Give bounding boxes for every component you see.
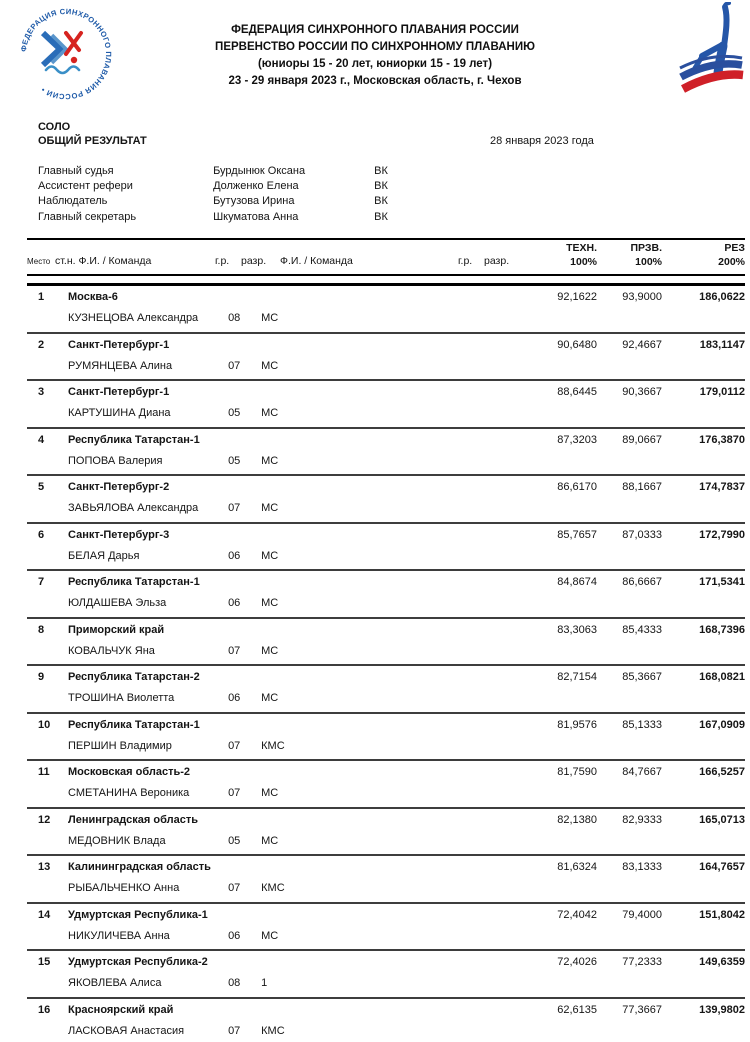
sport-rank-cell: МС [261, 502, 279, 514]
athlete-line [68, 882, 285, 894]
athlete-line [68, 645, 278, 657]
year-of-birth-cell: 06 [228, 549, 241, 562]
technical-score: 82,7154 [557, 671, 597, 683]
col-header-art-pct: 100% [635, 256, 662, 268]
athlete-line [68, 455, 278, 467]
place-cell: 2 [38, 338, 45, 351]
athlete-name: ПОПОВА Валерия [68, 454, 163, 467]
sport-rank-cell: 1 [261, 977, 268, 989]
athlete-name: ПЕРШИН Владимир [68, 739, 172, 752]
total-score: 176,3870 [699, 433, 745, 446]
official-category: ВК [374, 195, 388, 208]
sport-rank-cell: МС [261, 359, 279, 372]
total-score: 165,0713 [699, 813, 745, 826]
table-row [27, 854, 745, 902]
technical-score: 85,7657 [557, 528, 597, 541]
total-score: 179,0112 [699, 386, 745, 398]
document-header [0, 0, 750, 110]
table-row [27, 664, 745, 712]
table-row [27, 427, 745, 475]
artistic-score: 79,4000 [622, 908, 662, 921]
official-role: Ассистент рефери [38, 180, 133, 193]
title-line-federation: ФЕДЕРАЦИЯ СИНХРОННОГО ПЛАВАНИЯ РОССИИ [231, 24, 519, 36]
discipline-label: СОЛО [38, 121, 71, 133]
technical-score: 81,7590 [557, 766, 597, 778]
athlete-name: ЗАВЬЯЛОВА Александра [68, 502, 199, 514]
place-cell: 3 [38, 386, 45, 398]
official-name: Бутузова Ирина [213, 195, 295, 208]
col-header-tech-pct: 100% [570, 256, 597, 268]
table-row [27, 474, 745, 522]
artistic-score: 85,1333 [622, 718, 662, 731]
sport-rank-cell: МС [261, 834, 279, 847]
technical-score: 83,3063 [557, 623, 597, 636]
athlete-name: ТРОШИНА Виолетта [68, 692, 175, 704]
place-cell: 14 [38, 908, 51, 921]
year-of-birth-cell: 06 [228, 597, 241, 609]
year-of-birth-cell: 06 [228, 692, 241, 704]
athlete-name: РЫБАЛЬЧЕНКО Анна [68, 882, 180, 894]
team-name: Республика Татарстан-2 [68, 671, 200, 683]
artistic-score: 89,0667 [622, 433, 662, 446]
official-row [38, 210, 388, 225]
year-of-birth-cell: 07 [228, 502, 241, 514]
place-cell: 5 [38, 481, 45, 493]
total-score: 168,7396 [699, 623, 745, 636]
total-score: 139,9802 [699, 1003, 745, 1016]
athlete-name: СМЕТАНИНА Вероника [68, 787, 190, 799]
event-date: 28 января 2023 года [490, 135, 594, 147]
athlete-line [68, 835, 278, 847]
athlete-name: КОВАЛЬЧУК Яна [68, 644, 155, 657]
place-cell: 12 [38, 813, 51, 826]
sport-rank-cell: МС [261, 787, 279, 799]
artistic-score: 85,3667 [622, 671, 662, 683]
technical-score: 81,6324 [557, 861, 597, 873]
technical-score: 72,4042 [557, 908, 597, 921]
place-cell: 15 [38, 956, 51, 968]
header-double-rule-gap [27, 276, 745, 283]
total-score: 174,7837 [699, 481, 745, 493]
total-score: 172,7990 [699, 528, 745, 541]
total-score: 168,0821 [699, 671, 745, 683]
title-line-dates-location: 23 - 29 января 2023 г., Московская область, г. Чехов [228, 75, 522, 87]
total-score: 167,0909 [699, 718, 745, 731]
table-body [27, 283, 745, 1042]
team-name: Красноярский край [68, 1003, 174, 1016]
svg-text:ФЕДЕРАЦИЯ СИНХРОННОГО ПЛАВАНИЯ: ФЕДЕРАЦИЯ СИНХРОННОГО ПЛАВАНИЯ РОССИИ • [18, 6, 114, 102]
total-score: 186,0622 [699, 291, 745, 303]
swimmer-logo-icon [674, 2, 746, 102]
year-of-birth-cell: 07 [228, 882, 241, 894]
team-name: Приморский край [68, 623, 165, 636]
col-header-entry2: Ф.И. / Команда [280, 255, 353, 267]
place-cell: 1 [38, 291, 45, 303]
col-header-result-pct: 200% [718, 256, 745, 268]
athlete-line [68, 360, 278, 372]
results-table [27, 238, 745, 1042]
artistic-score: 77,3667 [622, 1003, 662, 1016]
artistic-score: 92,4667 [622, 338, 662, 351]
col-header-place: Место [27, 257, 51, 266]
total-score: 166,5257 [699, 766, 745, 778]
official-name: Шкуматова Анна [213, 210, 299, 223]
table-row [27, 569, 745, 617]
technical-score: 82,1380 [557, 813, 597, 826]
year-of-birth-cell: 07 [228, 359, 241, 372]
official-name: Бурдынюк Оксана [213, 165, 306, 177]
team-name: Московская область-2 [68, 766, 191, 778]
col-header-tech-label: ТЕХН. [566, 242, 597, 254]
col-header-result-label: РЕЗ [724, 242, 745, 254]
place-cell: 9 [38, 671, 45, 683]
sport-rank-cell: МС [261, 929, 279, 942]
technical-score: 81,9576 [557, 718, 597, 731]
table-row [27, 617, 745, 665]
artistic-score: 84,7667 [622, 766, 662, 778]
sport-rank-cell: МС [261, 692, 279, 704]
team-name: Москва-6 [68, 291, 118, 303]
team-name: Санкт-Петербург-3 [68, 528, 170, 541]
athlete-line [68, 597, 278, 609]
athlete-name: ЯКОВЛЕВА Алиса [68, 977, 162, 989]
sport-rank-cell: МС [261, 597, 279, 609]
result-type-label: ОБЩИЙ РЕЗУЛЬТАТ [38, 134, 147, 147]
table-row [27, 807, 745, 855]
table-row [27, 379, 745, 427]
athlete-line [68, 692, 278, 704]
place-cell: 11 [38, 766, 50, 778]
technical-score: 62,6135 [557, 1003, 597, 1016]
athlete-name: ЛАСКОВАЯ Анастасия [68, 1024, 185, 1037]
athlete-line [68, 407, 278, 419]
team-name: Санкт-Петербург-2 [68, 481, 170, 493]
athlete-line [68, 740, 285, 752]
official-role: Главный судья [38, 165, 114, 177]
athlete-name: БЕЛАЯ Дарья [68, 549, 140, 562]
athlete-line [68, 930, 278, 942]
sport-rank-cell: МС [261, 312, 279, 324]
federation-logo-icon [16, 4, 116, 104]
official-role: Наблюдатель [38, 195, 108, 208]
sport-rank-cell: МС [261, 549, 279, 562]
year-of-birth-cell: 05 [228, 454, 241, 467]
official-row [38, 194, 388, 209]
table-row [27, 286, 745, 332]
title-line-event: ПЕРВЕНСТВО РОССИИ ПО СИНХРОННОМУ ПЛАВАНИЮ [215, 41, 535, 53]
year-of-birth-cell: 07 [228, 1024, 241, 1037]
artistic-score: 90,3667 [622, 386, 662, 398]
sport-rank-cell: МС [261, 454, 279, 467]
athlete-line [68, 1025, 285, 1037]
official-category: ВК [374, 210, 388, 223]
team-name: Калининградская область [68, 861, 211, 873]
total-score: 183,1147 [699, 338, 745, 351]
official-name: Долженко Елена [213, 180, 299, 193]
year-of-birth-cell: 07 [228, 644, 241, 657]
athlete-line [68, 977, 267, 989]
athlete-line [68, 787, 278, 799]
team-name: Республика Татарстан-1 [68, 718, 200, 731]
year-of-birth-cell: 07 [228, 787, 241, 799]
place-cell: 13 [38, 861, 51, 873]
team-name: Республика Татарстан-1 [68, 433, 200, 446]
official-row [38, 179, 388, 194]
athlete-name: НИКУЛИЧЕВА Анна [68, 929, 170, 942]
table-header [27, 238, 745, 276]
place-cell: 4 [38, 433, 45, 446]
team-name: Санкт-Петербург-1 [68, 338, 170, 351]
athlete-name: КУЗНЕЦОВА Александра [68, 312, 199, 324]
artistic-score: 87,0333 [622, 528, 662, 541]
col-header-art-label: ПРЗВ. [630, 242, 662, 254]
sport-rank-cell: КМС [261, 1024, 285, 1037]
team-name: Ленинградская область [68, 813, 198, 826]
team-name: Удмуртская Республика-1 [68, 908, 208, 921]
team-name: Санкт-Петербург-1 [68, 386, 170, 398]
sport-rank-cell: МС [261, 407, 279, 419]
place-cell: 16 [38, 1003, 51, 1016]
place-cell: 8 [38, 623, 45, 636]
table-row [27, 759, 745, 807]
section-block [38, 121, 147, 148]
place-cell: 6 [38, 528, 45, 541]
table-row [27, 997, 745, 1042]
total-score: 149,6359 [699, 956, 745, 968]
year-of-birth-cell: 08 [228, 977, 241, 989]
technical-score: 87,3203 [557, 433, 597, 446]
year-of-birth-cell: 06 [228, 929, 241, 942]
artistic-score: 86,6667 [622, 576, 662, 588]
athlete-name: РУМЯНЦЕВА Алина [68, 359, 173, 372]
official-category: ВК [374, 165, 388, 177]
document-title [130, 22, 620, 90]
table-row [27, 522, 745, 570]
athlete-name: МЕДОВНИК Влада [68, 834, 166, 847]
year-of-birth-cell: 05 [228, 407, 241, 419]
total-score: 171,5341 [699, 576, 745, 588]
table-row [27, 949, 745, 997]
artistic-score: 93,9000 [622, 291, 662, 303]
sport-rank-cell: КМС [261, 739, 285, 752]
technical-score: 84,8674 [557, 576, 597, 588]
artistic-score: 82,9333 [622, 813, 662, 826]
table-row [27, 332, 745, 380]
col-header-yob2: г.р. [458, 255, 473, 267]
athlete-line [68, 502, 278, 514]
technical-score: 90,6480 [557, 338, 597, 351]
sport-rank-cell: МС [261, 644, 279, 657]
technical-score: 86,6170 [557, 481, 597, 493]
athlete-name: КАРТУШИНА Диана [68, 407, 171, 419]
official-row [38, 164, 388, 179]
athlete-line [68, 312, 278, 324]
table-row [27, 712, 745, 760]
officials-list [38, 164, 388, 225]
artistic-score: 85,4333 [622, 623, 662, 636]
technical-score: 88,6445 [557, 386, 597, 398]
title-line-age-groups: (юниоры 15 - 20 лет, юниорки 15 - 19 лет) [257, 58, 493, 70]
team-name: Удмуртская Республика-2 [68, 956, 208, 968]
place-cell: 7 [38, 576, 45, 588]
artistic-score: 88,1667 [622, 481, 662, 493]
artistic-score: 83,1333 [622, 861, 662, 873]
col-header-rank1: разр. [241, 255, 267, 267]
table-row [27, 902, 745, 950]
col-header-yob1: г.р. [215, 255, 230, 267]
year-of-birth-cell: 05 [228, 834, 241, 847]
year-of-birth-cell: 07 [228, 739, 241, 752]
official-role: Главный секретарь [38, 210, 137, 223]
athlete-name: ЮЛДАШЕВА Эльза [68, 597, 167, 609]
artistic-score: 77,2333 [622, 956, 662, 968]
col-header-rank2: разр. [484, 255, 510, 267]
place-cell: 10 [38, 718, 51, 731]
total-score: 151,8042 [699, 908, 745, 921]
sport-rank-cell: КМС [261, 882, 285, 894]
col-header-entry1: ст.н. Ф.И. / Команда [55, 255, 152, 267]
technical-score: 92,1622 [557, 291, 597, 303]
year-of-birth-cell: 08 [228, 312, 241, 324]
technical-score: 72,4026 [557, 956, 597, 968]
athlete-line [68, 550, 278, 562]
official-category: ВК [374, 180, 388, 193]
team-name: Республика Татарстан-1 [68, 576, 200, 588]
total-score: 164,7657 [699, 861, 745, 873]
